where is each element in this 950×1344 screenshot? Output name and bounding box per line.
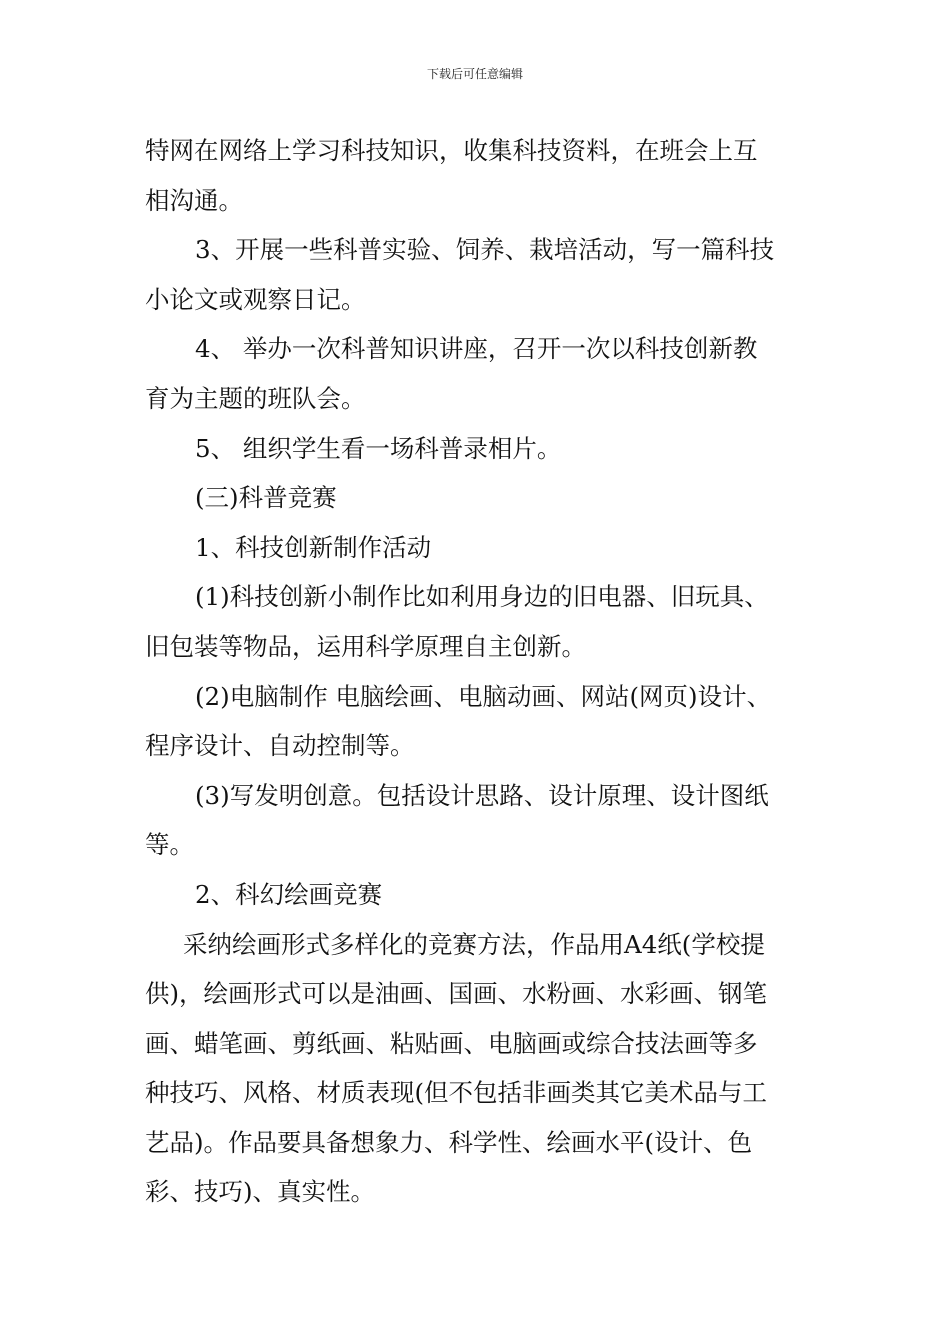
text-line: 小论文或观察日记。: [145, 284, 366, 314]
text-line: 特网在网络上学习科技知识，收集科技资料，在班会上互: [145, 136, 758, 165]
text-line: 种技巧、风格、材质表现(但不包括非画类其它美术品与工: [145, 1078, 768, 1108]
text-line: 4、 举办一次科普知识讲座，召开一次以科技创新教: [195, 334, 758, 364]
text-line: (2)电脑制作 电脑绘画、电脑动画、网站(网页)设计、: [195, 681, 772, 711]
text-line: 等。: [145, 830, 194, 860]
text-line: 程序设计、自动控制等。: [145, 731, 415, 761]
text-line: 旧包装等物品，运用科学原理自主创新。: [145, 631, 586, 661]
text-line: 彩、技巧)、真实性。: [145, 1177, 376, 1207]
text-line: 艺品)。作品要具备想象力、科学性、绘画水平(设计、色: [145, 1127, 753, 1157]
document-body: [145, 126, 825, 1217]
section-heading: (三)科普竞赛: [195, 483, 337, 513]
text-line: 5、 组织学生看一场科普录相片。: [195, 433, 562, 463]
subsection-heading: 1、科技创新制作活动: [195, 532, 432, 562]
subsection-heading: 2、科幻绘画竞赛: [195, 879, 383, 909]
page-header: 下载后可任意编辑: [426, 67, 523, 81]
text-line: (3)写发明创意。包括设计思路、设计原理、设计图纸: [195, 780, 769, 810]
text-line: (1)科技创新小制作比如利用身边的旧电器、旧玩具、: [195, 582, 769, 612]
text-line: 采纳绘画形式多样化的竞赛方法，作品用A4纸(学校提: [183, 929, 765, 959]
text-line: 相沟通。: [145, 185, 243, 215]
text-line: 供)，绘画形式可以是油画、国画、水粉画、水彩画、钢笔: [145, 979, 768, 1009]
text-line: 3、开展一些科普实验、饲养、栽培活动，写一篇科技: [195, 235, 775, 265]
text-line: 画、蜡笔画、剪纸画、粘贴画、电脑画或综合技法画等多: [145, 1028, 758, 1058]
text-line: 育为主题的班队会。: [145, 383, 366, 413]
